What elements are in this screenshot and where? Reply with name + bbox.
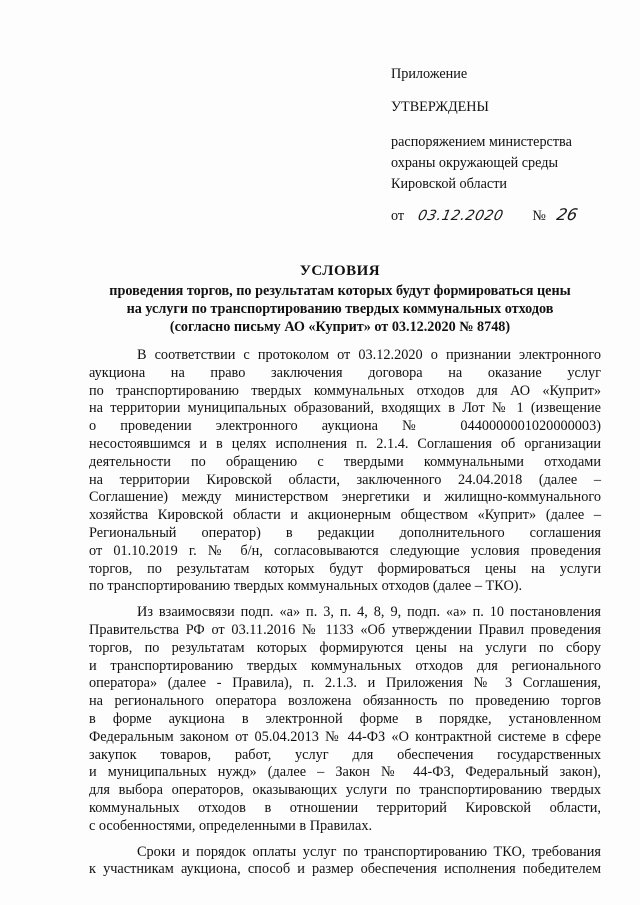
paragraph-line: Правительства РФ от 03.11.2016 № 1133 «Об утверждении Правил проведения [89,621,601,638]
paragraph-1 [89,347,601,596]
title-line-1: проведения торгов, по результатам которых будут формироваться цены [109,283,571,299]
paragraph-line: к участникам аукциона, способ и размер обеспечения исполнения победителем [89,861,601,878]
document-title [60,262,620,336]
paragraph-line: закупок товаров, работ, услуг для обеспечения государственных [89,746,601,763]
paragraph-3 [89,844,601,880]
paragraph-line: и транспортированию твердых коммунальных отходов для регионального [89,657,601,674]
paragraph-line: В соответствии с протоколом от 03.12.2020 о признании электронного [137,347,601,363]
title-line-2: на услуги по транспортированию твердых коммунальных отходов [126,301,554,317]
document-body [89,347,601,887]
paragraph-line: аукциона на право заключения договора на оказание услуг [89,364,601,381]
paragraph-line: в форме аукциона в электронной форме в порядке, установленном [89,710,601,727]
paragraph-line: Соглашение) между министерством энергетики и жилищно-коммунального [89,489,601,506]
paragraph-line: Сроки и порядок оплаты услуг по транспортированию ТКО, требования [137,843,601,860]
paragraph-line: несостоявшимся и в целях исполнения п. 2.1.4. Соглашения об организации [89,435,601,452]
paragraph-line: торгов, по результатам которых будут формироваться цены на услуги [89,560,601,577]
paragraph-line: о проведении электронного аукциона № 0440000001020000003) [89,418,601,435]
order-line-2: охраны окружающей среды [391,155,559,171]
date-prefix: от [391,208,405,224]
paragraph-line: торгов, по результатам которых формируются цены на услуги по сбору [89,639,601,656]
paragraph-line: по транспортированию твердых коммунальных отходов для АО «Куприт» [89,382,601,399]
paragraph-line: от 01.10.2019 г. № б/н, согласовываются следующие условия проведения [89,542,601,559]
paragraph-line: Из взаимосвязи подп. «а» п. 3, п. 4, 8, 9, подп. «а» п. 10 постановления [137,604,601,621]
paragraph-line: с особенностями, определенными в Правилах. [89,817,373,834]
approval-block [391,64,611,227]
title-line-3: (согласно письму АО «Куприт» от 03.12.2020 № 8748) [169,319,511,335]
paragraph-line: Федеральным законом от 05.04.2013 № 44-ФЗ «О контрактной системе в сфере [89,728,601,745]
paragraph-line: по транспортированию твердых коммунальных отходов (далее – ТКО). [89,578,523,595]
paragraph-line: на территории муниципальных образований, входящих в Лот № 1 (извещение [89,400,601,417]
paragraph-line: и муниципальных нужд» (далее – Закон № 44-ФЗ, Федеральный закон), [89,764,601,781]
order-line-3: Кировской области [391,176,507,192]
paragraph-line: оператора» (далее - Правила), п. 2.1.3. и Приложения № 3 Соглашения, [89,675,601,692]
title-main: УСЛОВИЯ [299,263,381,279]
number-sign: № [532,208,546,224]
paragraph-line: хозяйства Кировской области и акционерным обществом «Куприт» (далее – [89,507,601,524]
order-line-1: распоряжением министерства [391,134,572,150]
paragraph-line: для выбора операторов, оказывающих услуги по транспортированию твердых [89,782,601,799]
paragraph-line: Региональный оператор) в редакции дополнительного соглашения [89,524,601,541]
paragraph-line: коммунальных отходов в отношении территорий Кировской области, [89,799,601,816]
paragraph-line: деятельности по обращению с твердыми коммунальными отходами [89,453,601,470]
handwritten-number: 26 [555,205,580,224]
order-date-line [391,204,611,227]
handwritten-date: 03.12.2020 [416,208,505,224]
approved-label: УТВЕРЖДЕНЫ [391,99,489,115]
appendix-label: Приложение [391,66,468,82]
paragraph-line: на территории Кировской области, заключенного 24.04.2018 (далее – [89,471,601,488]
paragraph-line: на регионального оператора возложена обязанность по проведению торгов [89,693,601,710]
paragraph-2 [89,604,601,835]
